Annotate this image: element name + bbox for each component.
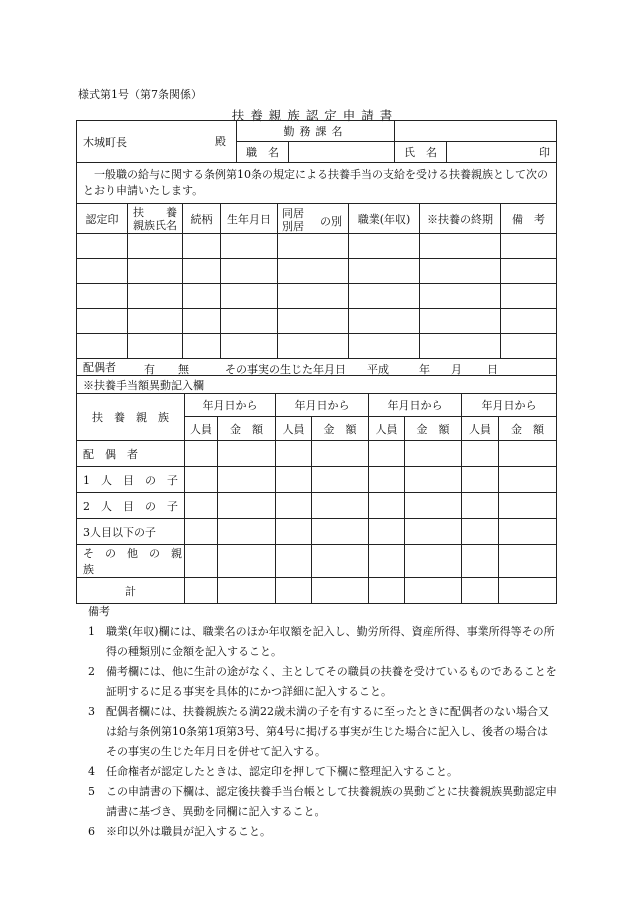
note-number: 1 xyxy=(88,625,95,638)
cell[interactable] xyxy=(128,259,183,284)
cell[interactable] xyxy=(405,493,462,519)
cell[interactable] xyxy=(218,441,276,467)
note-number: 4 xyxy=(88,765,95,778)
cell[interactable] xyxy=(349,309,420,334)
cell[interactable] xyxy=(218,467,276,493)
form-title: 扶養親族認定申請書 xyxy=(231,108,399,123)
persons-header: 人員 xyxy=(369,417,405,441)
note-item xyxy=(88,702,558,762)
family-table xyxy=(76,162,557,394)
col-cohab-2: 別居 xyxy=(282,220,304,233)
cell[interactable] xyxy=(420,259,501,284)
note-text: ※印以外は職員が記入すること。 xyxy=(106,825,271,838)
row-total: 計 xyxy=(77,578,185,604)
cell[interactable] xyxy=(312,467,369,493)
cell[interactable] xyxy=(276,467,312,493)
period-2: 年月日から xyxy=(276,394,369,417)
cell[interactable] xyxy=(462,545,499,578)
dept-field[interactable] xyxy=(395,121,557,142)
year-label: 年 xyxy=(419,363,430,376)
cell[interactable] xyxy=(349,234,420,259)
cell[interactable] xyxy=(405,441,462,467)
col-remarks: 備 考 xyxy=(501,204,557,234)
cell[interactable] xyxy=(276,441,312,467)
col-seal: 認定印 xyxy=(77,204,128,234)
cell[interactable] xyxy=(77,284,128,309)
cell[interactable] xyxy=(185,467,218,493)
cell[interactable] xyxy=(128,334,183,359)
name-label: 氏 名 xyxy=(395,142,447,163)
cell[interactable] xyxy=(501,334,557,359)
cell[interactable] xyxy=(183,334,221,359)
cell[interactable] xyxy=(369,493,405,519)
note-text: 任命権者が認定したときは、認定印を押して下欄に整理記入すること。 xyxy=(106,765,458,778)
cell[interactable] xyxy=(183,309,221,334)
cell[interactable] xyxy=(462,519,499,545)
cell[interactable] xyxy=(185,578,218,604)
period-1: 年月日から xyxy=(185,394,276,417)
cell[interactable] xyxy=(349,284,420,309)
cell[interactable] xyxy=(501,284,557,309)
cell[interactable] xyxy=(218,493,276,519)
cell[interactable] xyxy=(420,334,501,359)
cell[interactable] xyxy=(312,519,369,545)
addressee-cell xyxy=(77,121,237,163)
cell[interactable] xyxy=(462,493,499,519)
cell[interactable] xyxy=(77,234,128,259)
cell[interactable] xyxy=(278,284,349,309)
cell[interactable] xyxy=(499,519,557,545)
cell[interactable] xyxy=(312,545,369,578)
position-field[interactable] xyxy=(289,142,395,163)
cell[interactable] xyxy=(369,441,405,467)
family-row xyxy=(77,259,557,284)
row-child-1: 1 人 目 の 子 xyxy=(77,467,185,493)
seal-mark: 印 xyxy=(539,146,550,159)
persons-header: 人員 xyxy=(276,417,312,441)
cell[interactable] xyxy=(499,467,557,493)
cell[interactable] xyxy=(462,467,499,493)
col-relation: 続柄 xyxy=(183,204,221,234)
cell[interactable] xyxy=(499,493,557,519)
cell[interactable] xyxy=(312,493,369,519)
row-other: そ の 他 の 親 族 xyxy=(77,545,185,578)
family-row xyxy=(77,234,557,259)
note-number: 2 xyxy=(88,665,95,678)
note-text: 職業(年収)欄には、職業名のほか年収額を記入し、勤労所得、資産所得、事業所得等その所得の種類別に金額を記入すること。 xyxy=(106,625,555,658)
cell[interactable] xyxy=(405,578,462,604)
family-row xyxy=(77,284,557,309)
col-occupation: 職業(年収) xyxy=(349,204,420,234)
cell[interactable] xyxy=(183,259,221,284)
cell[interactable] xyxy=(405,467,462,493)
notes xyxy=(88,602,558,842)
cell[interactable] xyxy=(499,441,557,467)
cell[interactable] xyxy=(218,578,276,604)
period-4: 年月日から xyxy=(462,394,557,417)
row-spouse: 配 偶 者 xyxy=(77,441,185,467)
notes-title: 備考 xyxy=(88,605,110,618)
note-text: 備考欄には、他に生計の途がなく、主としてその職員の扶養を受けているものであることを証明するに足る事実を具体的にかつ詳細に記入すること。 xyxy=(106,665,557,698)
note-text: 配偶者欄には、扶養親族たる満22歳未満の子を有するに至ったときに配偶者のない場合又は給与条例第10条第1項第3号、第4号に掲げる事実が生じた場合に記入し、後者の場合はその事実の生じた年月日を併せて記入する。 xyxy=(106,705,549,758)
note-number: 6 xyxy=(88,825,95,838)
cell[interactable] xyxy=(369,467,405,493)
dept-label: 勤務課名 xyxy=(237,121,395,142)
cell[interactable] xyxy=(221,284,278,309)
cell[interactable] xyxy=(501,234,557,259)
cell[interactable] xyxy=(276,578,312,604)
intro-cell xyxy=(77,163,557,204)
note-text: この申請書の下欄は、認定後扶養手当台帳として扶養親族の異動ごとに扶養親族異動認定申請書に基づき、異動を同欄に記入すること。 xyxy=(106,785,557,818)
row-child-3plus: 3人目以下の子 xyxy=(77,519,185,545)
honorific: 殿 xyxy=(215,135,226,148)
note-item xyxy=(88,662,558,702)
cell[interactable] xyxy=(218,519,276,545)
cell[interactable] xyxy=(276,519,312,545)
cell[interactable] xyxy=(501,259,557,284)
col-family-name xyxy=(128,204,183,234)
cell[interactable] xyxy=(349,334,420,359)
col-end-period: ※扶養の終期 xyxy=(420,204,501,234)
cell[interactable] xyxy=(221,234,278,259)
cell[interactable] xyxy=(218,545,276,578)
cell[interactable] xyxy=(221,309,278,334)
spouse-label: 配偶者 xyxy=(83,361,116,374)
cell[interactable] xyxy=(499,578,557,604)
note-item xyxy=(88,762,558,782)
header-table xyxy=(76,120,557,163)
amount-header: 金 額 xyxy=(499,417,557,441)
cell[interactable] xyxy=(185,441,218,467)
cell[interactable] xyxy=(185,519,218,545)
cell[interactable] xyxy=(312,441,369,467)
era-label: 平成 xyxy=(367,363,389,376)
cell[interactable] xyxy=(420,234,501,259)
family-row xyxy=(77,334,557,359)
cell[interactable] xyxy=(369,578,405,604)
spouse-row xyxy=(77,359,557,376)
cell[interactable] xyxy=(77,259,128,284)
col-family-name-1: 扶 養 xyxy=(133,205,177,219)
note-number: 5 xyxy=(88,785,95,798)
cell[interactable] xyxy=(183,284,221,309)
cell[interactable] xyxy=(369,545,405,578)
position-label: 職 名 xyxy=(237,142,289,163)
cell[interactable] xyxy=(312,578,369,604)
cell[interactable] xyxy=(128,309,183,334)
col-cohab xyxy=(278,204,349,234)
cell[interactable] xyxy=(276,545,312,578)
cell[interactable] xyxy=(278,234,349,259)
cell[interactable] xyxy=(349,259,420,284)
change-table xyxy=(76,393,557,604)
amount-header: 金 額 xyxy=(405,417,462,441)
cell[interactable] xyxy=(276,493,312,519)
name-field[interactable] xyxy=(447,142,557,163)
cell[interactable] xyxy=(77,309,128,334)
persons-header: 人員 xyxy=(462,417,499,441)
spouse-yes[interactable]: 有 xyxy=(144,363,155,376)
cell[interactable] xyxy=(278,259,349,284)
note-item xyxy=(88,822,558,842)
note-number: 3 xyxy=(88,705,95,718)
family-row xyxy=(77,309,557,334)
change-section-title: ※扶養手当額異動記入欄 xyxy=(77,376,557,394)
form-number: 様式第1号（第7条関係） xyxy=(78,88,202,101)
amount-header: 金 額 xyxy=(218,417,276,441)
cell[interactable] xyxy=(405,519,462,545)
intro-text: 一般職の給与に関する条例第10条の規定による扶養手当の支給を受ける扶養親族として次のとおり申請いたします。 xyxy=(83,168,548,197)
cell[interactable] xyxy=(278,309,349,334)
cell[interactable] xyxy=(405,545,462,578)
event-date-label: その事実の生じた年月日 xyxy=(225,363,346,376)
col-cohab-1: 同居 xyxy=(282,207,304,220)
cell[interactable] xyxy=(278,334,349,359)
cell[interactable] xyxy=(369,519,405,545)
cell[interactable] xyxy=(420,309,501,334)
cell[interactable] xyxy=(499,545,557,578)
month-label: 月 xyxy=(451,363,462,376)
col-family-name-2: 親族氏名 xyxy=(133,218,177,232)
note-item xyxy=(88,782,558,822)
row-child-2: 2 人 目 の 子 xyxy=(77,493,185,519)
persons-header: 人員 xyxy=(185,417,218,441)
cell[interactable] xyxy=(221,259,278,284)
col-birth: 生年月日 xyxy=(221,204,278,234)
cell[interactable] xyxy=(77,334,128,359)
cell[interactable] xyxy=(420,284,501,309)
cell[interactable] xyxy=(501,309,557,334)
amount-header: 金 額 xyxy=(312,417,369,441)
cell[interactable] xyxy=(128,284,183,309)
cell[interactable] xyxy=(221,334,278,359)
cell[interactable] xyxy=(128,234,183,259)
col-cohab-suffix: の別 xyxy=(320,215,342,228)
cell[interactable] xyxy=(183,234,221,259)
day-label: 日 xyxy=(487,363,498,376)
cell[interactable] xyxy=(462,578,499,604)
cell[interactable] xyxy=(462,441,499,467)
cell[interactable] xyxy=(185,493,218,519)
addressee: 木城町長 xyxy=(83,135,127,149)
note-item xyxy=(88,622,558,662)
period-3: 年月日から xyxy=(369,394,462,417)
change-row-header: 扶 養 親 族 xyxy=(77,394,185,441)
spouse-no[interactable]: 無 xyxy=(178,363,189,376)
